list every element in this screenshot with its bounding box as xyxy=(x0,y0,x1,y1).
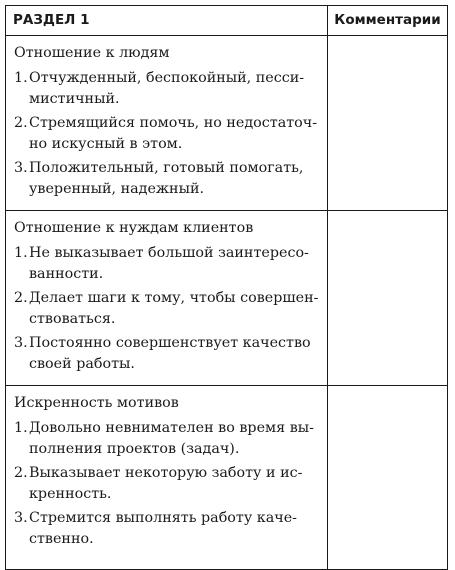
comments-cell[interactable] xyxy=(328,36,447,210)
section-row-client-needs xyxy=(6,211,447,386)
comments-cell[interactable] xyxy=(328,386,447,569)
comments-header: Комментарии xyxy=(334,12,441,28)
item-line: Делает шаги к тому, чтобы совершен- xyxy=(29,290,319,306)
section-title: Отношение к людям xyxy=(14,45,170,61)
criteria-cell xyxy=(6,211,328,385)
item-line: уверенный, надежный. xyxy=(29,181,205,197)
item-line: Постоянно совершенствует качество xyxy=(29,335,311,351)
item-text xyxy=(29,508,321,550)
item-number: 1. xyxy=(14,420,28,436)
item-line: мистичный. xyxy=(29,91,120,107)
list-item xyxy=(14,508,321,550)
item-number: 1. xyxy=(14,70,28,86)
item-line: Стремится выполнять работу каче- xyxy=(29,510,297,526)
item-text xyxy=(29,158,321,200)
item-number: 3. xyxy=(14,510,28,526)
item-line: Не выказывает большой заинтересо- xyxy=(29,245,309,261)
item-line: полнения проектов (задач). xyxy=(29,441,240,457)
item-line: Стремящийся помочь, но недостаточ- xyxy=(29,115,318,131)
item-line: ствоваться. xyxy=(29,311,116,327)
section-header: РАЗДЕЛ 1 xyxy=(6,6,328,35)
list-item xyxy=(14,288,321,330)
item-line: кренность. xyxy=(29,486,112,502)
criteria-cell xyxy=(6,386,328,569)
list-item xyxy=(14,333,321,375)
item-number: 1. xyxy=(14,245,28,261)
item-line: но искусный в этом. xyxy=(29,136,183,152)
list-item xyxy=(14,418,321,460)
list-item xyxy=(14,113,321,155)
criteria-cell xyxy=(6,36,328,210)
item-text xyxy=(29,418,321,460)
item-number: 3. xyxy=(14,335,28,351)
item-number: 2. xyxy=(14,465,28,481)
item-number: 2. xyxy=(14,290,28,306)
evaluation-table xyxy=(5,5,448,570)
list-item xyxy=(14,158,321,200)
comments-cell[interactable] xyxy=(328,211,447,385)
list-item xyxy=(14,463,321,505)
item-line: ственно. xyxy=(29,531,94,547)
item-line: ванности. xyxy=(29,266,104,282)
item-line: Отчужденный, беспокойный, песси- xyxy=(29,70,305,86)
item-text xyxy=(29,68,321,110)
section-row-attitude-to-people xyxy=(6,36,447,211)
item-line: Положительный, готовый помогать, xyxy=(29,160,304,176)
section-title: Отношение к нуждам клиентов xyxy=(14,220,254,236)
item-text xyxy=(29,333,321,375)
table-header xyxy=(6,6,447,36)
section-row-sincerity xyxy=(6,386,447,569)
item-text xyxy=(29,243,321,285)
item-number: 2. xyxy=(14,115,28,131)
item-text xyxy=(29,288,321,330)
item-line: Выказывает некоторую заботу и ис- xyxy=(29,465,303,481)
list-item xyxy=(14,243,321,285)
item-line: Довольно невнимателен во время вы- xyxy=(29,420,314,436)
item-line: своей работы. xyxy=(29,356,135,372)
item-text xyxy=(29,113,321,155)
section-title: Искренность мотивов xyxy=(14,395,179,411)
list-item xyxy=(14,68,321,110)
item-text xyxy=(29,463,321,505)
item-number: 3. xyxy=(14,160,28,176)
